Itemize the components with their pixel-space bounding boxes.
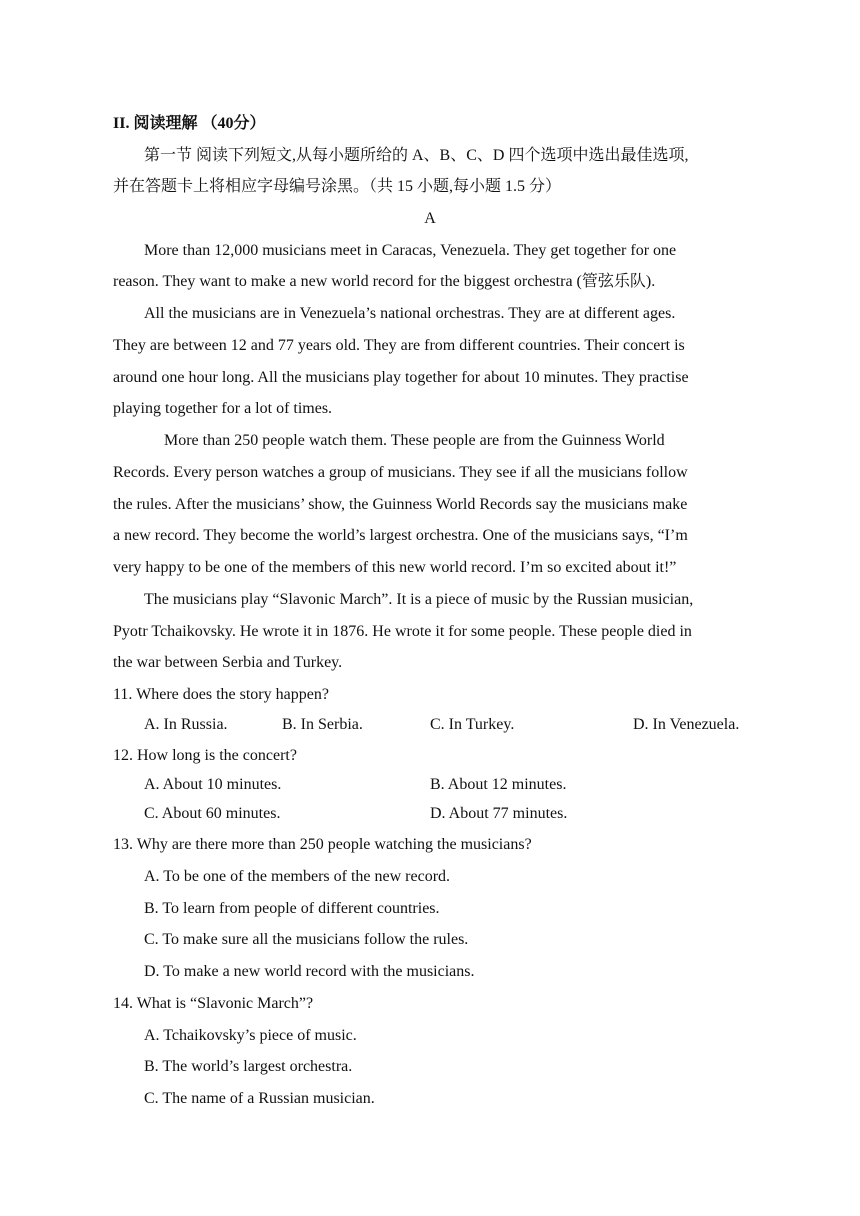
- question-stem-13: 13. Why are there more than 250 people watching the musicians?: [113, 836, 532, 853]
- passage-line: All the musicians are in Venezuela’s national orchestras. They are at different ages.: [144, 305, 676, 322]
- q12-option-d: D. About 77 minutes.: [430, 805, 568, 822]
- passage-line: The musicians play “Slavonic March”. It is a piece of music by the Russian musician,: [144, 591, 694, 608]
- passage-line: playing together for a lot of times.: [113, 400, 333, 417]
- passage-line: They are between 12 and 77 years old. They are from different countries. Their concert is: [113, 337, 685, 354]
- passage-line: the war between Serbia and Turkey.: [113, 654, 343, 671]
- question-stem-14: 14. What is “Slavonic March”?: [113, 995, 314, 1012]
- q14-option-b: B. The world’s largest orchestra.: [144, 1058, 353, 1075]
- q13-option-b: B. To learn from people of different countries.: [144, 900, 440, 917]
- q11-option-c: C. In Turkey.: [430, 716, 515, 733]
- passage-line: More than 250 people watch them. These people are from the Guinness World: [164, 432, 665, 449]
- passage-label: A: [424, 210, 436, 227]
- passage-line: reason. They want to make a new world record for the biggest orchestra (管弦乐队).: [113, 273, 656, 290]
- passage-line: around one hour long. All the musicians play together for about 10 minutes. They practise: [113, 369, 689, 386]
- passage-line: Records. Every person watches a group of musicians. They see if all the musicians follow: [113, 464, 688, 481]
- passage-line: Pyotr Tchaikovsky. He wrote it in 1876. He wrote it for some people. These people died in: [113, 623, 692, 640]
- passage-line: More than 12,000 musicians meet in Caracas, Venezuela. They get together for one: [144, 242, 677, 259]
- q13-option-c: C. To make sure all the musicians follow the rules.: [144, 931, 469, 948]
- q13-option-a: A. To be one of the members of the new record.: [144, 868, 451, 885]
- q11-option-d: D. In Venezuela.: [633, 716, 740, 733]
- passage-line: the rules. After the musicians’ show, the Guinness World Records say the musicians make: [113, 496, 688, 513]
- passage-line: very happy to be one of the members of this new world record. I’m so excited about it!”: [113, 559, 677, 576]
- instruction-line-1: 第一节 阅读下列短文,从每小题所给的 A、B、C、D 四个选项中选出最佳选项,: [144, 147, 689, 164]
- question-stem-11: 11. Where does the story happen?: [113, 686, 329, 703]
- q12-option-c: C. About 60 minutes.: [144, 805, 281, 822]
- q12-option-a: A. About 10 minutes.: [144, 776, 282, 793]
- q12-option-b: B. About 12 minutes.: [430, 776, 567, 793]
- q13-option-d: D. To make a new world record with the musicians.: [144, 963, 475, 980]
- question-stem-12: 12. How long is the concert?: [113, 747, 297, 764]
- section-title: II. 阅读理解 （40分）: [113, 115, 266, 132]
- q14-option-a: A. Tchaikovsky’s piece of music.: [144, 1027, 357, 1044]
- q14-option-c: C. The name of a Russian musician.: [144, 1090, 375, 1107]
- q11-option-a: A. In Russia.: [144, 716, 228, 733]
- instruction-line-2: 并在答题卡上将相应字母编号涂黑。（共 15 小题,每小题 1.5 分）: [113, 178, 562, 195]
- q11-option-b: B. In Serbia.: [282, 716, 363, 733]
- passage-line: a new record. They become the world’s largest orchestra. One of the musicians says, “I’m: [113, 527, 688, 544]
